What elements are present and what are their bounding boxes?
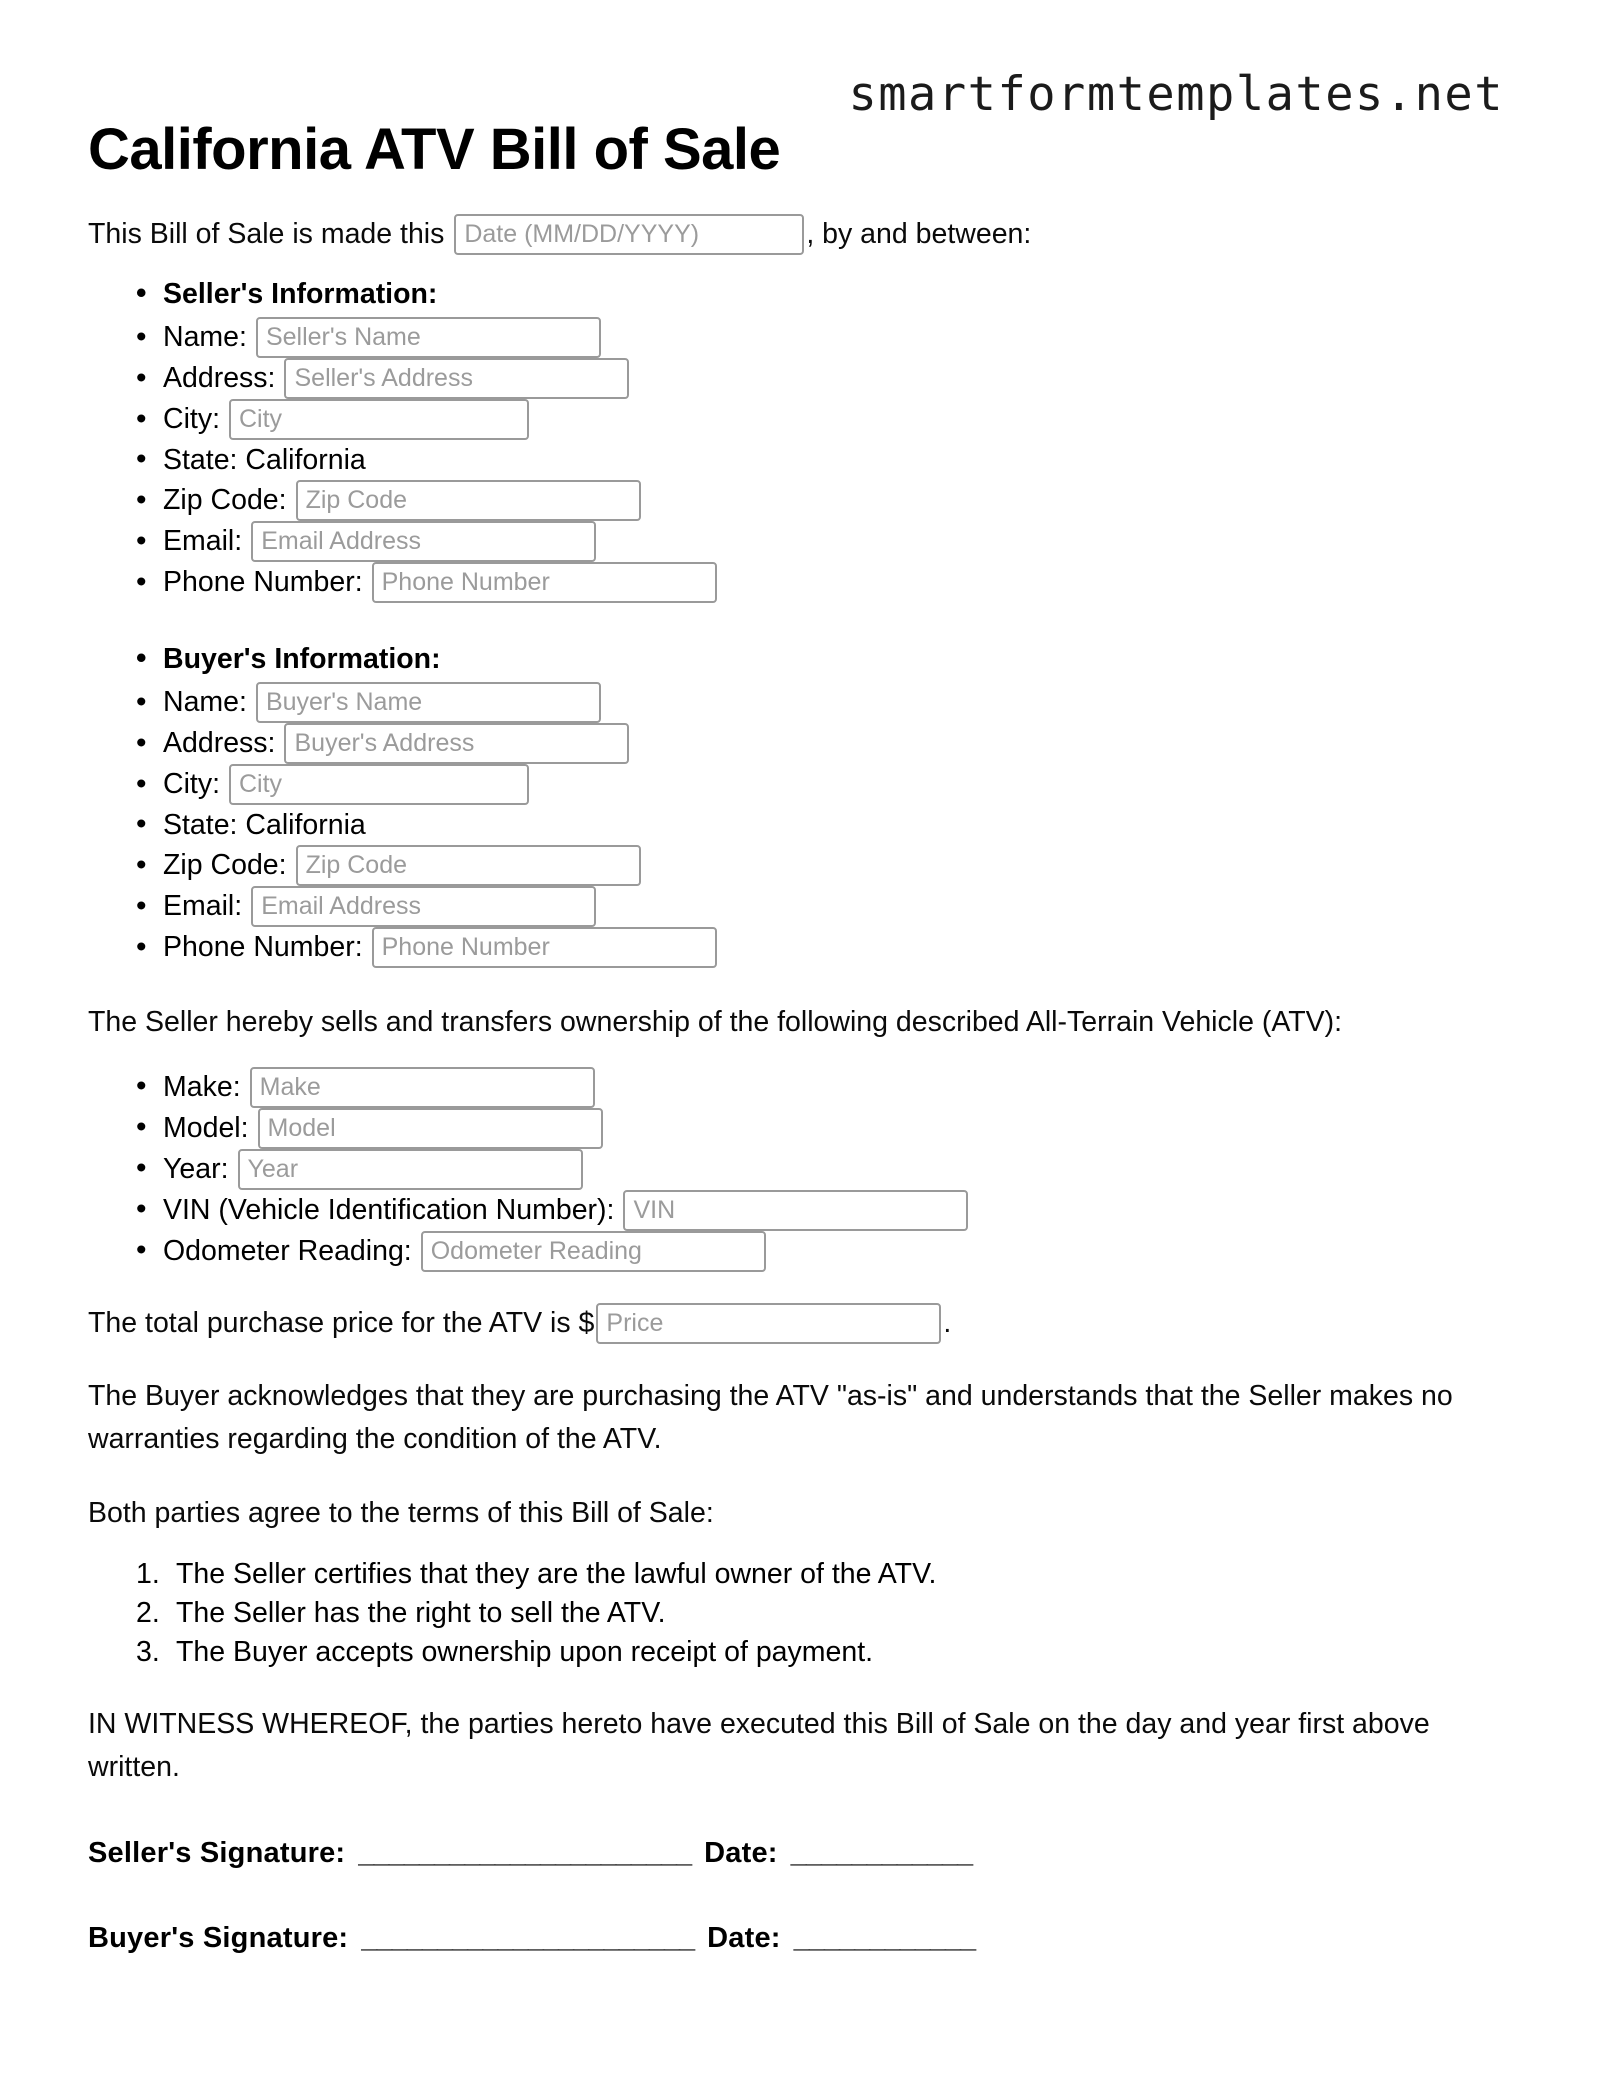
buyer-signature-row	[88, 1920, 1524, 1956]
buyer-email-label: • Email:	[163, 890, 243, 923]
buyer-zip-row	[88, 845, 1524, 886]
seller-state-row: • State: California	[88, 440, 1524, 480]
buyer-date-label: Date:	[707, 1921, 781, 1954]
buyer-state-row: • State: California	[88, 805, 1524, 845]
intro-text-after: , by and between:	[806, 217, 1032, 250]
seller-address-row	[88, 358, 1524, 399]
buyer-zip-input[interactable]	[296, 845, 641, 886]
vehicle-intro-paragraph: The Seller hereby sells and transfers ownership of the following described All-Terrain Vehicle (ATV):	[88, 1006, 1343, 1039]
seller-address-input[interactable]	[284, 358, 629, 399]
terms-item: The Seller certifies that they are the lawful owner of the ATV.	[176, 1557, 937, 1590]
terms-item: The Seller has the right to sell the ATV.	[176, 1597, 666, 1630]
vehicle-vin-row	[88, 1190, 1524, 1231]
seller-name-input[interactable]	[256, 317, 601, 358]
date-input[interactable]	[454, 214, 804, 255]
vehicle-model-label: • Model:	[163, 1111, 249, 1144]
seller-name-label: • Name:	[163, 321, 247, 354]
seller-phone-input[interactable]	[372, 562, 717, 603]
vehicle-model-row	[88, 1108, 1524, 1149]
signature-block	[88, 1835, 1524, 1956]
as-is-paragraph: The Buyer acknowledges that they are purchasing the ATV "as-is" and understands that the Seller makes no warranties regarding the condition of the ATV.	[88, 1379, 1453, 1456]
terms-intro-paragraph: Both parties agree to the terms of this Bill of Sale:	[88, 1496, 714, 1529]
buyer-phone-label: • Phone Number:	[163, 931, 363, 964]
buyer-date-line[interactable]: ____________	[793, 1921, 976, 1954]
seller-signature-label: Seller's Signature:	[88, 1837, 346, 1870]
buyer-name-row	[88, 682, 1524, 723]
vehicle-odometer-row	[88, 1231, 1524, 1272]
price-text-after: .	[943, 1306, 952, 1339]
buyer-city-row	[88, 764, 1524, 805]
vehicle-vin-label: • VIN (Vehicle Identification Number):	[163, 1193, 615, 1226]
seller-date-line[interactable]: ____________	[790, 1837, 973, 1870]
intro-line	[88, 213, 1488, 256]
vehicle-details-list	[88, 1067, 1524, 1272]
seller-zip-row	[88, 480, 1524, 521]
seller-city-label: • City:	[163, 403, 220, 436]
seller-city-row	[88, 399, 1524, 440]
seller-email-label: • Email:	[163, 525, 243, 558]
buyer-email-input[interactable]	[251, 886, 596, 927]
seller-zip-label: • Zip Code:	[163, 484, 287, 517]
seller-city-input[interactable]	[229, 399, 529, 440]
buyer-phone-input[interactable]	[372, 927, 717, 968]
seller-date-label: Date:	[704, 1837, 778, 1870]
seller-email-input[interactable]	[251, 521, 596, 562]
vehicle-make-label: • Make:	[163, 1070, 241, 1103]
seller-phone-row	[88, 562, 1524, 603]
buyer-zip-label: • Zip Code:	[163, 849, 287, 882]
vehicle-year-row	[88, 1149, 1524, 1190]
seller-signature-row	[88, 1835, 1524, 1871]
purchase-price-line	[88, 1302, 1488, 1345]
buyer-name-input[interactable]	[256, 682, 601, 723]
buyer-email-row	[88, 886, 1524, 927]
watermark-row	[88, 0, 1524, 122]
buyer-address-label: • Address:	[163, 727, 276, 760]
witness-paragraph: IN WITNESS WHEREOF, the parties hereto have executed this Bill of Sale on the day and year first above written.	[88, 1707, 1430, 1784]
seller-phone-label: • Phone Number:	[163, 566, 363, 599]
vehicle-year-input[interactable]	[238, 1149, 583, 1190]
buyer-signature-label: Buyer's Signature:	[88, 1921, 349, 1954]
buyer-signature-line[interactable]: ______________________	[361, 1921, 695, 1954]
buyer-address-row	[88, 723, 1524, 764]
terms-list	[88, 1555, 1524, 1673]
section-spacer	[88, 603, 1524, 621]
intro-text-before: This Bill of Sale is made this	[88, 217, 445, 250]
vehicle-vin-input[interactable]	[623, 1190, 968, 1231]
vehicle-odometer-label: • Odometer Reading:	[163, 1234, 412, 1267]
price-text-before: The total purchase price for the ATV is $	[88, 1306, 595, 1339]
buyer-city-input[interactable]	[229, 764, 529, 805]
site-watermark: smartformtemplates.net	[848, 67, 1504, 122]
buyer-information-list	[88, 639, 1524, 968]
vehicle-year-label: • Year:	[163, 1152, 229, 1185]
vehicle-make-row	[88, 1067, 1524, 1108]
seller-information-list	[88, 274, 1524, 603]
vehicle-odometer-input[interactable]	[421, 1231, 766, 1272]
price-input[interactable]	[596, 1303, 941, 1344]
seller-address-label: • Address:	[163, 362, 276, 395]
buyer-heading: • Buyer's Information:	[88, 639, 1524, 679]
terms-item: The Buyer accepts ownership upon receipt of payment.	[176, 1636, 874, 1669]
buyer-city-label: • City:	[163, 768, 220, 801]
buyer-phone-row	[88, 927, 1524, 968]
seller-email-row	[88, 521, 1524, 562]
buyer-address-input[interactable]	[284, 723, 629, 764]
seller-zip-input[interactable]	[296, 480, 641, 521]
vehicle-make-input[interactable]	[250, 1067, 595, 1108]
seller-signature-line[interactable]: ______________________	[358, 1837, 692, 1870]
buyer-name-label: • Name:	[163, 686, 247, 719]
page-title: California ATV Bill of Sale	[88, 117, 781, 182]
seller-name-row	[88, 317, 1524, 358]
vehicle-model-input[interactable]	[258, 1108, 603, 1149]
seller-heading: • Seller's Information:	[88, 274, 1524, 314]
